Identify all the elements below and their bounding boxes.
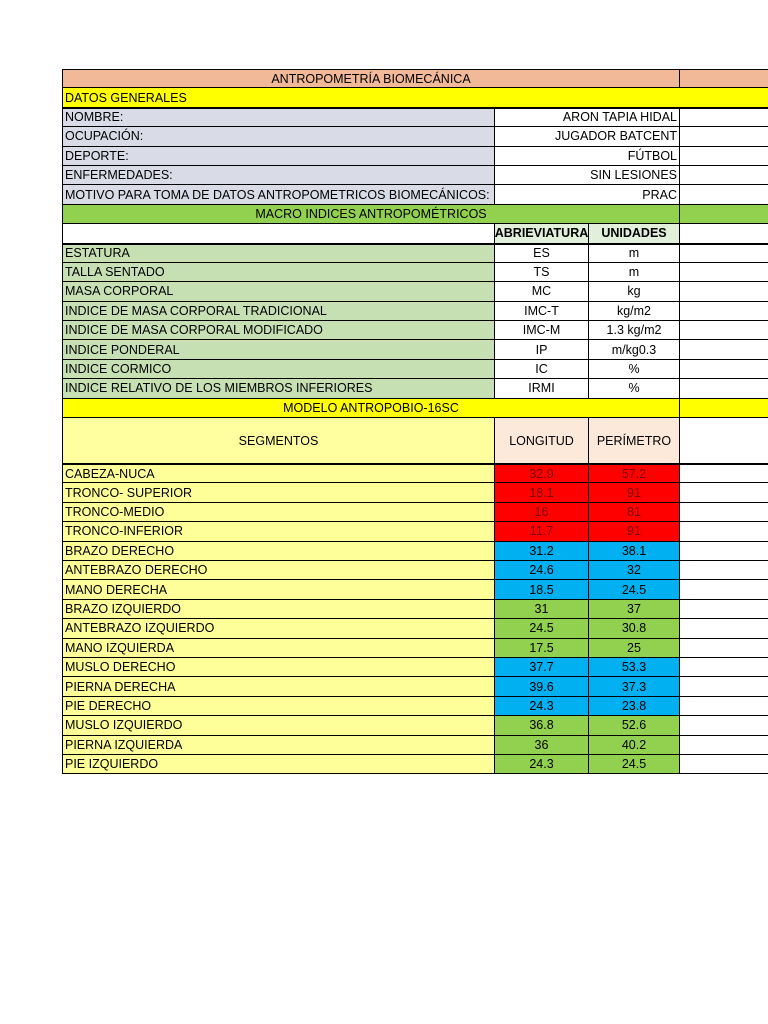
segment-perimeter[interactable]: 53.3 — [589, 658, 680, 676]
segment-row — [62, 677, 768, 696]
macro-label[interactable]: INDICE DE MASA CORPORAL MODIFICADO — [62, 321, 495, 339]
macro-row — [62, 282, 768, 301]
segment-label[interactable]: TRONCO-INFERIOR — [62, 522, 495, 540]
macro-unit[interactable]: % — [589, 360, 680, 378]
macro-abbreviation[interactable]: ES — [495, 245, 589, 262]
segment-row — [62, 542, 768, 561]
segment-label[interactable]: MUSLO IZQUIERDO — [62, 716, 495, 734]
segment-perimeter[interactable]: 30.8 — [589, 619, 680, 637]
col-perimeter[interactable]: PERÍMETRO — [589, 418, 680, 463]
segment-label[interactable]: PIERNA DERECHA — [62, 677, 495, 695]
general-row — [62, 166, 768, 185]
segment-perimeter[interactable]: 52.6 — [589, 716, 680, 734]
macro-row — [62, 321, 768, 340]
segment-perimeter[interactable]: 81 — [589, 503, 680, 521]
segment-perimeter[interactable]: 37.3 — [589, 677, 680, 695]
macro-header-row — [62, 205, 768, 224]
segment-length[interactable]: 18.1 — [495, 483, 589, 501]
segment-row — [62, 600, 768, 619]
segment-length[interactable]: 31 — [495, 600, 589, 618]
segment-label[interactable]: MANO DERECHA — [62, 580, 495, 598]
segment-length[interactable]: 16 — [495, 503, 589, 521]
macro-abbreviation[interactable]: IMC-T — [495, 302, 589, 320]
segment-perimeter[interactable]: 37 — [589, 600, 680, 618]
macro-row — [62, 263, 768, 282]
general-row — [62, 185, 768, 204]
macro-label[interactable]: INDICE CORMICO — [62, 360, 495, 378]
segment-row — [62, 522, 768, 541]
macro-unit[interactable]: 1.3 kg/m2 — [589, 321, 680, 339]
segment-length[interactable]: 11.7 — [495, 522, 589, 540]
segment-length[interactable]: 36 — [495, 736, 589, 754]
model-header-fill[interactable] — [680, 399, 768, 417]
macro-label[interactable]: INDICE PONDERAL — [62, 340, 495, 358]
segment-length[interactable]: 37.7 — [495, 658, 589, 676]
general-label[interactable]: DEPORTE: — [62, 147, 495, 165]
col-units[interactable]: UNIDADES — [589, 224, 680, 242]
segment-length[interactable]: 39.6 — [495, 677, 589, 695]
general-header[interactable]: DATOS GENERALES — [62, 88, 768, 106]
macro-row — [62, 244, 768, 263]
macro-abbreviation[interactable]: IC — [495, 360, 589, 378]
segment-length[interactable]: 18.5 — [495, 580, 589, 598]
macro-row — [62, 302, 768, 321]
segment-perimeter[interactable]: 91 — [589, 522, 680, 540]
model-header[interactable]: MODELO ANTROPOBIO-16SC — [62, 399, 680, 417]
sheet-title[interactable]: ANTROPOMETRÍA BIOMECÁNICA — [62, 70, 680, 87]
segment-label[interactable]: PIE DERECHO — [62, 697, 495, 715]
segment-row — [62, 619, 768, 638]
general-header-row — [62, 88, 768, 107]
macro-abbreviation[interactable]: IP — [495, 340, 589, 358]
macro-abbreviation[interactable]: IRMI — [495, 379, 589, 397]
general-value[interactable]: ARON TAPIA HIDAL — [495, 109, 680, 126]
macro-unit[interactable]: m — [589, 245, 680, 262]
macro-row — [62, 379, 768, 398]
segment-perimeter[interactable]: 57.2 — [589, 465, 680, 482]
segment-label[interactable]: ANTEBRAZO IZQUIERDO — [62, 619, 495, 637]
macro-header-fill[interactable] — [680, 205, 768, 223]
macro-abbreviation[interactable]: MC — [495, 282, 589, 300]
macro-label[interactable]: INDICE RELATIVO DE LOS MIEMBROS INFERIORES — [62, 379, 495, 397]
macro-unit[interactable]: kg/m2 — [589, 302, 680, 320]
segment-length[interactable]: 24.3 — [495, 755, 589, 773]
segment-perimeter[interactable]: 23.8 — [589, 697, 680, 715]
segment-perimeter[interactable]: 40.2 — [589, 736, 680, 754]
title-fill[interactable] — [680, 70, 768, 87]
macro-label[interactable]: ESTATURA — [62, 245, 495, 262]
segment-label[interactable]: TRONCO- SUPERIOR — [62, 483, 495, 501]
macro-unit[interactable]: kg — [589, 282, 680, 300]
general-value[interactable]: FÚTBOL — [495, 147, 680, 165]
segment-length[interactable]: 24.5 — [495, 619, 589, 637]
macro-unit[interactable]: m/kg0.3 — [589, 340, 680, 358]
macro-unit[interactable]: % — [589, 379, 680, 397]
segment-row — [62, 658, 768, 677]
segment-perimeter[interactable]: 32 — [589, 561, 680, 579]
general-value[interactable]: JUGADOR BATCENT — [495, 127, 680, 145]
segment-row — [62, 561, 768, 580]
macro-label[interactable]: TALLA SENTADO — [62, 263, 495, 281]
general-label[interactable]: MOTIVO PARA TOMA DE DATOS ANTROPOMETRICOS BIOMECÁNICOS: — [62, 185, 495, 203]
general-label[interactable]: ENFERMEDADES: — [62, 166, 495, 184]
spreadsheet — [62, 69, 768, 774]
segment-row — [62, 503, 768, 522]
col-abbreviation[interactable]: ABRIEVIATURA — [495, 224, 589, 242]
general-row — [62, 108, 768, 127]
macro-unit[interactable]: m — [589, 263, 680, 281]
segment-label[interactable]: BRAZO DERECHO — [62, 542, 495, 560]
macro-col-header-row — [62, 224, 768, 243]
col-segments[interactable]: SEGMENTOS — [62, 418, 495, 463]
segment-perimeter[interactable]: 25 — [589, 639, 680, 657]
general-label[interactable]: NOMBRE: — [62, 109, 495, 126]
segment-label[interactable]: PIERNA IZQUIERDA — [62, 736, 495, 754]
segment-label[interactable]: ANTEBRAZO DERECHO — [62, 561, 495, 579]
segment-length[interactable]: 36.8 — [495, 716, 589, 734]
macro-col-blank[interactable] — [62, 224, 495, 242]
macro-abbreviation[interactable]: IMC-M — [495, 321, 589, 339]
segment-row — [62, 464, 768, 483]
segment-row — [62, 580, 768, 599]
macro-header[interactable]: MACRO INDICES ANTROPOMÉTRICOS — [62, 205, 680, 223]
general-value[interactable]: SIN LESIONES — [495, 166, 680, 184]
segment-label[interactable]: CABEZA-NUCA — [62, 465, 495, 482]
segment-perimeter[interactable]: 24.5 — [589, 755, 680, 773]
macro-label[interactable]: MASA CORPORAL — [62, 282, 495, 300]
segment-perimeter[interactable]: 91 — [589, 483, 680, 501]
macro-row — [62, 340, 768, 359]
general-row — [62, 147, 768, 166]
segment-label[interactable]: PIE IZQUIERDO — [62, 755, 495, 773]
segment-row — [62, 716, 768, 735]
macro-label[interactable]: INDICE DE MASA CORPORAL TRADICIONAL — [62, 302, 495, 320]
macro-abbreviation[interactable]: TS — [495, 263, 589, 281]
segment-row — [62, 736, 768, 755]
general-row — [62, 127, 768, 146]
title-row — [62, 69, 768, 88]
segment-perimeter[interactable]: 38.1 — [589, 542, 680, 560]
segment-row — [62, 483, 768, 502]
segment-label[interactable]: MANO IZQUIERDA — [62, 639, 495, 657]
segment-length[interactable]: 24.6 — [495, 561, 589, 579]
segment-label[interactable]: BRAZO IZQUIERDO — [62, 600, 495, 618]
segment-label[interactable]: TRONCO-MEDIO — [62, 503, 495, 521]
segment-length[interactable]: 17.5 — [495, 639, 589, 657]
segment-row — [62, 639, 768, 658]
model-header-row — [62, 399, 768, 418]
general-value[interactable]: PRAC — [495, 185, 680, 203]
col-length[interactable]: LONGITUD — [495, 418, 589, 463]
general-label[interactable]: OCUPACIÓN: — [62, 127, 495, 145]
segment-row — [62, 697, 768, 716]
segments-col-header-row — [62, 418, 768, 464]
segment-row — [62, 755, 768, 774]
segment-length[interactable]: 24.3 — [495, 697, 589, 715]
segment-label[interactable]: MUSLO DERECHO — [62, 658, 495, 676]
segment-length[interactable]: 32.9 — [495, 465, 589, 482]
macro-row — [62, 360, 768, 379]
segment-perimeter[interactable]: 24.5 — [589, 580, 680, 598]
segment-length[interactable]: 31.2 — [495, 542, 589, 560]
